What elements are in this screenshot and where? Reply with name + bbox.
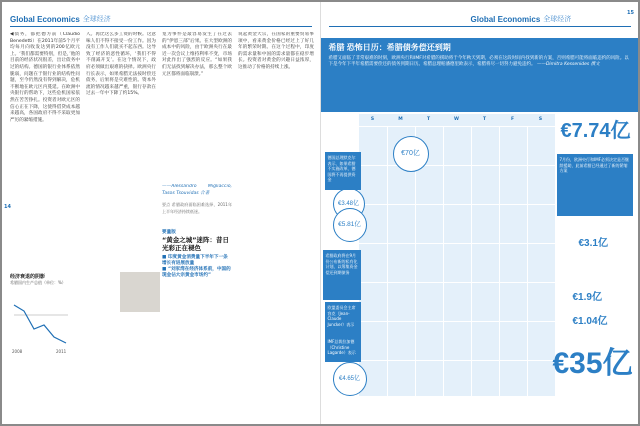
chart-subtitle: 希腊国内生产总值（单位：%） bbox=[10, 280, 66, 285]
calendar-day-divider bbox=[527, 127, 528, 166]
calendar-day-divider bbox=[471, 361, 472, 400]
calendar-week-row bbox=[359, 126, 555, 166]
portrait-image bbox=[120, 272, 160, 312]
calendar-day-divider bbox=[471, 283, 472, 322]
right-header bbox=[471, 12, 639, 26]
amount-35: €35亿 bbox=[552, 347, 633, 380]
calendar-day-divider bbox=[415, 205, 416, 244]
left-page-number: 14 bbox=[4, 204, 11, 210]
calendar-grid bbox=[359, 126, 555, 396]
right-header-subtitle: 全球经济 bbox=[543, 15, 572, 23]
amount-4-65: €4.65亿 bbox=[333, 362, 367, 396]
note-5: IMF总裁拉加德（Christine Lagarde）表示 bbox=[325, 336, 361, 362]
left-page bbox=[2, 2, 321, 424]
calendar-week-row bbox=[359, 243, 555, 283]
left-header-subtitle: 全球经济 bbox=[82, 15, 111, 23]
calendar-day-divider bbox=[443, 322, 444, 361]
calendar-day-divider bbox=[387, 205, 388, 244]
amount-1-9: €1.9亿 bbox=[572, 292, 602, 303]
note-1: 7月份，欧洲央行和IMF必须决定是否继续援助，此前希腊已经通过了新的紧缩方案 bbox=[557, 154, 633, 216]
chart-title: 经济衰退的阴影 bbox=[10, 274, 46, 280]
section-gold bbox=[162, 230, 232, 279]
banner-author: ——Dimitra Kessenides 撰文 bbox=[536, 62, 600, 68]
left-col-2: 人。再比这么多工资的时候。这意味人们不得不接受一份工作。因为没有工作人们就买不起东西。这导致了经济的恶性循环，‘我们不得不削减开支’。在这个情况下，政府必须做出艰难的抉择。欧洲央行行长表示，如果希腊无法按时偿还债务，后果将是灾难性的。资本外流的情况越来越严重，银行存款在过去一年中下降了约15%。 bbox=[86, 32, 156, 97]
calendar-week-row bbox=[359, 204, 555, 244]
left-header-rule bbox=[10, 26, 312, 27]
weekday-tue: T bbox=[426, 117, 431, 122]
right-header-rule bbox=[329, 26, 631, 27]
amount-70: €70亿 bbox=[393, 136, 429, 172]
banner-body bbox=[329, 56, 631, 69]
calendar-day-divider bbox=[443, 205, 444, 244]
calendar-day-divider bbox=[387, 283, 388, 322]
calendar-day-divider bbox=[443, 127, 444, 166]
calendar-day-divider bbox=[387, 244, 388, 283]
calendar-day-divider bbox=[415, 283, 416, 322]
calendar-day-divider bbox=[443, 361, 444, 400]
calendar-day-divider bbox=[499, 283, 500, 322]
calendar-day-divider bbox=[527, 166, 528, 205]
calendar-day-divider bbox=[443, 166, 444, 205]
left-callout: 要点 希腊政府面临困难选择，2011年上半年经济持续低迷。 bbox=[162, 202, 232, 214]
calendar-banner bbox=[321, 38, 639, 112]
left-header bbox=[10, 12, 320, 26]
right-page bbox=[321, 2, 639, 424]
left-col-3-author: ——Alessandro Migliaccio, Tasos Tsouvidas 合著 bbox=[162, 184, 232, 196]
calendar-day-divider bbox=[499, 127, 500, 166]
calendar-day-divider bbox=[499, 166, 500, 205]
calendar-week-row bbox=[359, 360, 555, 400]
note-4: 欧盟委员会主席容克（Jean-Claude Juncker）表示 bbox=[325, 302, 361, 338]
weekday-mon: M bbox=[398, 117, 403, 122]
calendar-day-divider bbox=[387, 166, 388, 205]
magazine-spread bbox=[2, 2, 638, 424]
right-header-title: Global Economics bbox=[470, 14, 541, 24]
amount-7-74: €7.74亿 bbox=[560, 120, 631, 142]
left-header-title: Global Economics bbox=[10, 14, 80, 24]
calendar-day-divider bbox=[415, 244, 416, 283]
weekday-wed: W bbox=[454, 117, 459, 122]
calendar-day-divider bbox=[499, 244, 500, 283]
left-col-3: 宽为事件是最容易发生了在过去的“伊恩三部”后果。在大型欧洲的成本中的风险，由于欧洲央行在最近一次会议上维持利率不变，市场对此作出了强烈的反应。“如果我们无法找到解决办法，那么整个欧元区都将面临崩溃。” bbox=[162, 32, 232, 77]
chart-series-line bbox=[14, 305, 66, 343]
calendar-day-divider bbox=[415, 166, 416, 205]
calendar-weekdays bbox=[359, 114, 555, 122]
calendar-day-divider bbox=[471, 322, 472, 361]
calendar-day-divider bbox=[527, 244, 528, 283]
calendar-week-row bbox=[359, 165, 555, 205]
calendar-day-divider bbox=[527, 322, 528, 361]
banner-title: 希腊 恐怖日历：希腊债务偿还到期 bbox=[328, 43, 451, 52]
gdp-chart bbox=[10, 274, 70, 384]
calendar-day-divider bbox=[471, 166, 472, 205]
chart-x-label-start: 2008 bbox=[12, 349, 23, 354]
amount-5-81: €5.81亿 bbox=[333, 208, 367, 242]
calendar-week-row bbox=[359, 321, 555, 361]
calendar-day-divider bbox=[527, 361, 528, 400]
section-headline: “黄金之城”迷阵：昔日光彩正在褪色 bbox=[162, 236, 230, 252]
banner-text: 希腊又面临了非常艰难的时刻，欧洲央行和IMF对希腊的援助将于今年秋天到期，必须在这段时间内找到新的方案，否则希腊可能将面临违约的风险。以下是今年下半年希腊需要偿还的债务到期日历。希腊总理帕潘德里欧表示，希腊将尽一切努力避免违约。 bbox=[328, 56, 629, 68]
chart-x-label-end: 2011 bbox=[56, 349, 67, 354]
calendar-day-divider bbox=[387, 127, 388, 166]
section-bullet-2: ■ “刘家湾在经济体系前，中国的现金佔大宗黄金市场约” bbox=[162, 267, 231, 278]
calendar-day-divider bbox=[387, 361, 388, 400]
left-col-4: 说起黄金大宗，在国家的重要贸易事项中，看来黄金价格已经过上了好几年的繁荣时期。在这个过程中，印度的需求量和中国的需求量都在稳步增长。投资者对黄金的兴趣日益浓厚，这推动了价格的持续上涨。 bbox=[238, 32, 314, 70]
calendar-day-divider bbox=[387, 322, 388, 361]
calendar-day-divider bbox=[499, 322, 500, 361]
chart-plot bbox=[10, 285, 70, 355]
calendar-day-divider bbox=[415, 322, 416, 361]
weekday-fri: F bbox=[510, 117, 515, 122]
note-3: 希腊政府将在9月份公布新的私有化计划，以筹集资金偿还到期债务 bbox=[323, 250, 361, 300]
amount-1-04: €1.04亿 bbox=[572, 316, 608, 327]
section-bullet-1: ■ 印度黄金消费量下半年下一条增长有进展放量 bbox=[162, 255, 228, 266]
weekday-sun: S bbox=[370, 117, 375, 122]
weekday-thu: T bbox=[482, 117, 487, 122]
calendar-day-divider bbox=[499, 205, 500, 244]
calendar-day-divider bbox=[443, 283, 444, 322]
calendar-day-divider bbox=[527, 205, 528, 244]
amount-3-48: €3.48亿 bbox=[333, 188, 365, 220]
calendar-day-divider bbox=[471, 127, 472, 166]
note-2: 德国总理默克尔表示，如果希腊不实施改革，德国将不再提供资金 bbox=[325, 152, 361, 190]
right-page-number: 15 bbox=[627, 10, 634, 16]
debt-calendar bbox=[359, 114, 555, 396]
calendar-day-divider bbox=[415, 361, 416, 400]
section-tag: 要量版 bbox=[162, 230, 176, 235]
calendar-day-divider bbox=[471, 244, 472, 283]
left-col-1: ◀债务，都把德方前（Claudio Benedetti）在2011年前5个月平均每月向收发达到的200亿欧元上。‘我们都需要特别，但是，’他的目前的经济状况很差，出让债务中过的结构。德国的银行业体系依然脆弱，问题在于银行业的结构性问题，至今仍然没有得到解决，危机不断地在欧元区内蔓延。在欧洲中央银行的帮助下，这些危机国家依然在苦苦挣扎。投资者对欧元区的信心正在下降，这使得借贷成本越来越高，各国政府不得不采取更加严厉的紧缩措施。 bbox=[10, 32, 80, 123]
calendar-day-divider bbox=[443, 244, 444, 283]
calendar-day-divider bbox=[499, 361, 500, 400]
calendar-week-row bbox=[359, 282, 555, 322]
calendar-day-divider bbox=[527, 283, 528, 322]
amount-3-1: €3.1亿 bbox=[578, 238, 608, 249]
weekday-sat: S bbox=[538, 117, 543, 122]
calendar-day-divider bbox=[471, 205, 472, 244]
